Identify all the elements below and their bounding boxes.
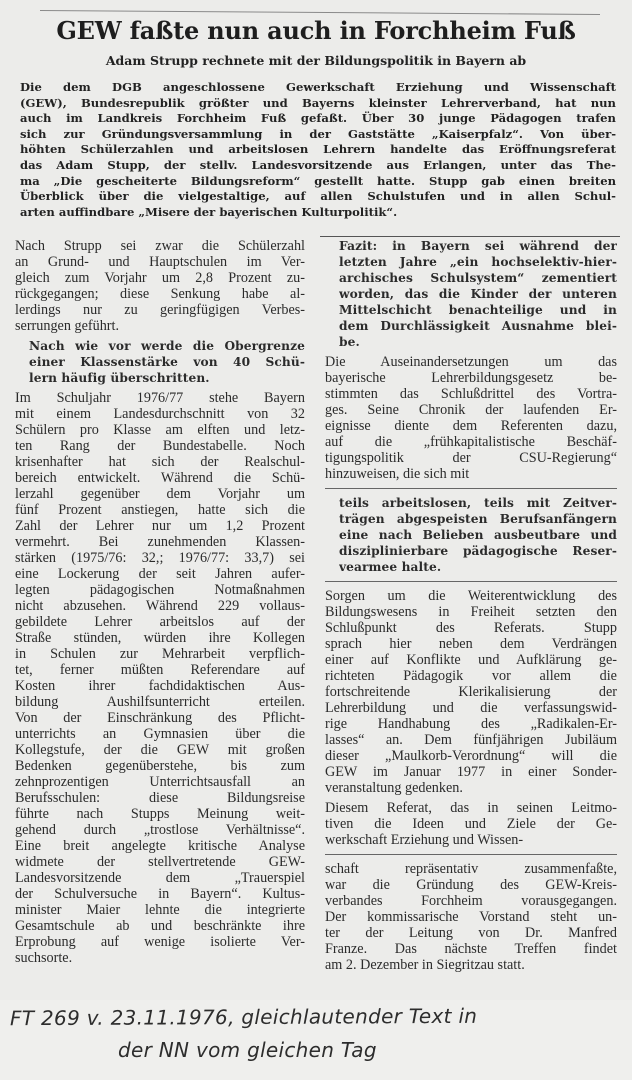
right-para-4: [325, 861, 617, 973]
text-line: an Grund- und Hauptschulen im Ver-: [15, 254, 305, 270]
top-rule: [40, 10, 600, 15]
divider: [325, 581, 617, 582]
left-column: [15, 238, 305, 970]
text-line: einer Klassenstärke von 40 Schü-: [29, 355, 305, 369]
text-line: verbandes Forchheim vorausgegangen.: [325, 893, 617, 909]
text-line: Sorgen um die Weiterentwicklung des: [325, 588, 617, 604]
text-line: fünf Prozent anstiegen, hatte sich die: [15, 502, 305, 518]
text-line: letzten Jahre „ein hochselektiv-hier-: [339, 255, 617, 269]
text-line: Der kommissarische Vorstand steht un-: [325, 909, 617, 925]
text-line: vermehrt. Bei zunehmenden Klassen-: [15, 534, 305, 550]
text-line: Mittelschicht benachteilige und in: [339, 303, 617, 317]
text-line: war die Gründung des GEW-Kreis-: [325, 877, 617, 893]
subheadline: Adam Strupp rechnete mit der Bildungspolitik in Bayern ab: [105, 53, 527, 68]
text-line: schaft repräsentativ zusammenfaßte,: [325, 861, 617, 877]
left-bold-callout: [15, 338, 305, 386]
text-line: dieser „Maulkorb-Verordnung“ will die: [325, 748, 617, 764]
right-para-3: [325, 800, 617, 848]
text-line: Zahl der Lehrer nur um 1,2 Prozent: [15, 518, 305, 534]
text-line: Franze. Das nächste Treffen findet: [325, 941, 617, 957]
text-line: am 2. Dezember in Siegritzau statt.: [325, 957, 525, 973]
text-line: der Schulversuche in Bayern“. Kultus-: [15, 886, 305, 902]
headline: GEW faßte nun auch in Forchheim Fuß: [56, 16, 576, 45]
text-line: veranstaltung gedenken.: [325, 780, 463, 796]
text-line: Von der Einschränkung des Pflicht-: [15, 710, 305, 726]
text-line: trägen abgespeisten Berufsanfängern: [339, 512, 617, 526]
text-line: Landesvorsitzende dem „Trauerspiel: [15, 870, 305, 886]
right-column: [325, 238, 617, 977]
text-line: Nach wie vor werde die Obergrenze: [29, 339, 305, 353]
text-line: minister Maier lehnte die integrierte: [15, 902, 305, 918]
text-line: zehnprozentigen Unterrichtsausfall an: [15, 774, 305, 790]
right-para-1: [325, 354, 617, 482]
text-line: lerdings nur zu geringfügigen Verbes-: [15, 302, 305, 318]
text-line: auch im Landkreis Forchheim Fuß gefaßt. Über 30 junge Pädagogen trafen: [20, 111, 616, 126]
handwritten-line-2: der NN vom gleichen Tag: [118, 1038, 377, 1062]
text-line: einer auf Konflikte und Aufklärung ge-: [325, 652, 617, 668]
text-line: tet, ferner müßten Referendare auf: [15, 662, 305, 678]
text-line: Im Schuljahr 1976/77 stehe Bayern: [15, 390, 305, 406]
text-line: auf die „frühkapitalistische Beschäf-: [325, 434, 617, 450]
text-line: legten pädagogischen Notmaßnahmen: [15, 582, 305, 598]
text-line: (GEW), Bundesrepublik größter und Bayerns kleinster Lehrerverband, hat nun: [20, 95, 616, 110]
text-line: rückgegangen; diese Senkung habe al-: [15, 286, 305, 302]
text-line: nicht abzusehen. Während 229 vollaus-: [15, 598, 305, 614]
left-para-2: [15, 390, 305, 966]
text-line: ter der Leitung von Dr. Manfred: [325, 925, 617, 941]
divider: [325, 854, 617, 855]
text-line: worden, das die Kinder der unteren: [339, 287, 617, 301]
text-line: lasses“ an. Dem fünfjährigen Jubiläum: [325, 732, 617, 748]
text-line: stimmten das Schlußdrittel des Vortra-: [325, 386, 617, 402]
text-line: Schlußpunkt des Referats. Stupp: [325, 620, 617, 636]
text-line: lern häufig überschritten.: [29, 371, 210, 385]
text-line: richteten Pädagogik vor allem die: [325, 668, 617, 684]
text-line: fortschreitende Klerikalisierung der: [325, 684, 617, 700]
text-line: stärken (1975/76: 32,; 1976/77: 33,7) sei: [15, 550, 305, 566]
text-line: serrungen geführt.: [15, 318, 120, 334]
text-line: Die dem DGB angeschlossene Gewerkschaft Erziehung und Wissenschaft: [20, 80, 616, 94]
text-line: bereich entwickelt. Während die Schü-: [15, 470, 305, 486]
text-line: sich zur Gründungsversammlung in der Gaststätte „Kaiserpfalz“. Von über-: [20, 126, 616, 141]
text-line: gebildete Lehrer arbeitslos auf der: [15, 614, 305, 630]
text-line: Diesem Referat, das in seinen Leitmo-: [325, 800, 617, 816]
text-line: eine Lockerung der seit Jahren aufer-: [15, 566, 305, 582]
text-line: eignisse diente dem Referenten dazu,: [325, 418, 617, 434]
text-line: eine nach Belieben ausbeutbare und: [339, 528, 617, 542]
text-line: Nach Strupp sei zwar die Schülerzahl: [15, 238, 305, 254]
text-line: bayerische Lehrerbildungsgesetz be-: [325, 370, 617, 386]
text-line: führte nach Stupps Meinung weit-: [15, 806, 305, 822]
right-para-2: [325, 588, 617, 796]
text-line: Überblick über die vielgestaltige, auf allen Schulstufen und in allen Schul-: [20, 189, 616, 204]
text-line: Kosten ihrer fachdidaktischen Aus-: [15, 678, 305, 694]
text-line: ma „Die gescheiterte Bildungsreform“ gestellt hatte. Stupp gab einen breiten: [20, 173, 616, 188]
text-line: Erprobung auf wenige isolierte Ver-: [15, 934, 305, 950]
text-line: tiven die Ideen und Ziele der Ge-: [325, 816, 617, 832]
text-line: Straße stünden, würden ihre Kollegen: [15, 630, 305, 646]
text-line: suchsorte.: [15, 950, 73, 966]
text-line: hinzuweisen, die sich mit: [325, 466, 470, 482]
divider: [325, 488, 617, 489]
text-line: unterrichts an Gymnasien über die: [15, 726, 305, 742]
text-line: Fazit: in Bayern sei während der: [339, 239, 617, 253]
handwritten-note: [0, 1000, 632, 1080]
text-line: be.: [339, 335, 360, 349]
text-line: mit einem Landesdurchschnitt von 32: [15, 406, 305, 422]
left-para-1: [15, 238, 305, 334]
text-line: disziplinierbare pädagogische Reser-: [339, 544, 617, 558]
text-line: lerzahl gegenüber dem Vorjahr um: [15, 486, 305, 502]
right-bold-callout-2: [325, 495, 617, 575]
text-line: Bedenken gegenüberstehe, bis zum: [15, 758, 305, 774]
text-line: widmete der stellvertretende GEW-: [15, 854, 305, 870]
text-line: arten auffindbare „Misere der bayerischen Kulturpolitik“.: [20, 204, 398, 219]
text-line: gleich zum Vorjahr um 2,8 Prozent zu-: [15, 270, 305, 286]
text-line: Lehrerbildung und die verfassungswid-: [325, 700, 617, 716]
text-line: Die Auseinandersetzungen um das: [325, 354, 617, 370]
text-line: werkschaft Erziehung und Wissen-: [325, 832, 524, 848]
text-line: krisenhafter hat sich der Realschul-: [15, 454, 305, 470]
text-line: bildung Aushilfsunterricht erteilen.: [15, 694, 305, 710]
text-line: rige Handhabung des „Radikalen-Er-: [325, 716, 617, 732]
text-line: dem Durchlässigkeit Ausnahme blei-: [339, 319, 617, 333]
text-line: Bildungswesens in Freiheit setzten den: [325, 604, 617, 620]
text-line: GEW im Januar 1977 in einer Sonder-: [325, 764, 617, 780]
text-line: Gesamtschule ab und beschränkte ihre: [15, 918, 305, 934]
text-line: tigungspolitik der CSU-Regierung“: [325, 450, 617, 466]
text-line: teils arbeitslosen, teils mit Zeitver-: [339, 496, 617, 510]
text-line: ten Rang der Bundestabelle. Noch: [15, 438, 305, 454]
text-line: das Adam Stupp, der stellv. Landesvorsitzende aus Erlangen, unter das The-: [20, 157, 616, 172]
text-line: sprach hier neben dem Verdrängen: [325, 636, 617, 652]
column-rule: [320, 236, 620, 237]
handwritten-line-1: FT 269 v. 23.11.1976, gleichlautender Text in: [9, 1003, 478, 1031]
lead-paragraph: [20, 80, 616, 220]
text-line: Kollegstufe, der die GEW mit großen: [15, 742, 305, 758]
text-line: höhten Schülerzahlen und arbeitslosen Lehrern handelte das Eröffnungsreferat: [20, 142, 616, 157]
text-line: Eine breit angelegte kritische Analyse: [15, 838, 305, 854]
text-line: Schülern pro Klasse am elften und letz-: [15, 422, 305, 438]
text-line: ges. Seine Chronik der laufenden Er-: [325, 402, 617, 418]
text-line: archisches Schulsystem“ zementiert: [339, 271, 617, 285]
text-line: in Schulen zur Mehrarbeit verpflich-: [15, 646, 305, 662]
right-bold-callout-1: [325, 238, 617, 350]
text-line: gehend durch „trostlose Verhältnisse“.: [15, 822, 305, 838]
text-line: Berufsschulen: diese Bildungsreise: [15, 790, 305, 806]
text-line: vearmee halte.: [339, 560, 442, 574]
